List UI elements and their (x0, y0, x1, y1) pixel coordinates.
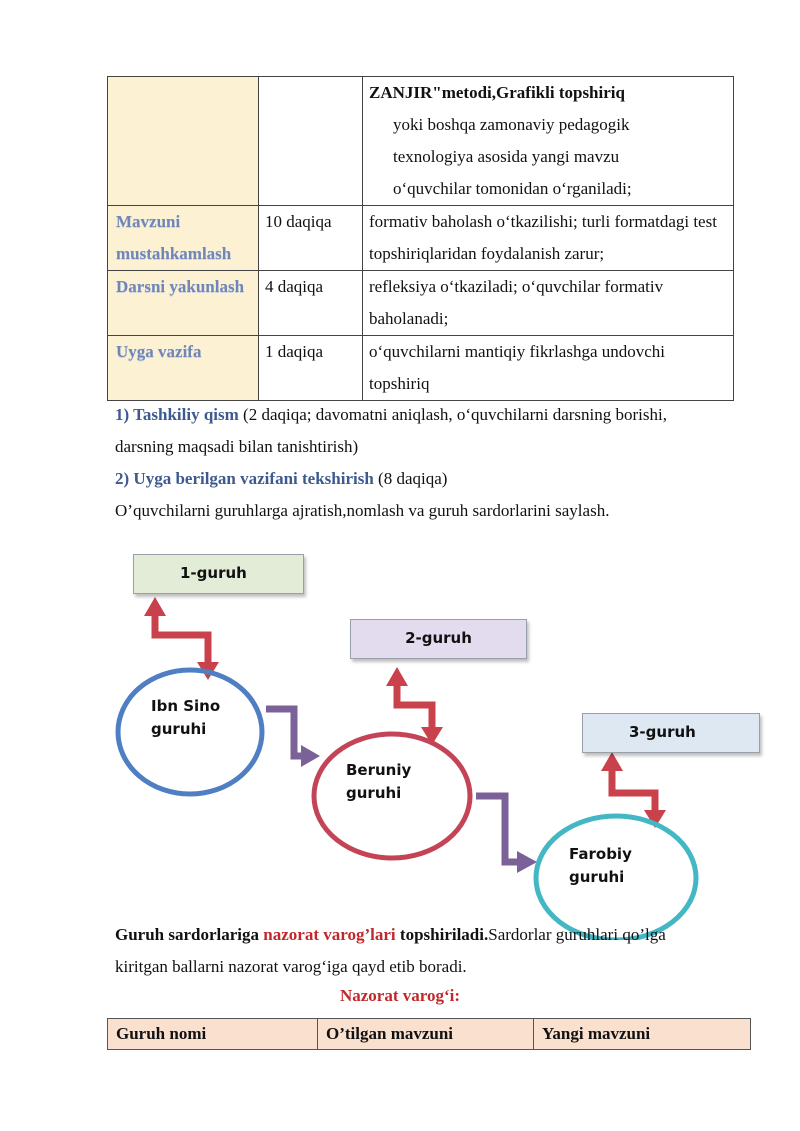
purple-arrow (476, 796, 518, 862)
body-text: Sardorlar guruhlari qo’lga (488, 925, 666, 944)
paragraph-organizational-cont (115, 431, 358, 463)
paragraph-control-sheets-cont: kiritgan ballarni nazorat varog‘iga qayd etib boradi. (115, 957, 467, 976)
method-line: texnologiya asosida yangi mavzu (393, 147, 620, 166)
lesson-plan-table (107, 76, 734, 401)
beruniy-label (346, 759, 446, 805)
paragraph-organizational (115, 399, 667, 431)
stage-cell (108, 271, 259, 336)
stage-cell (108, 77, 259, 206)
circle-label-line: Ibn Sino (151, 697, 221, 715)
lead-text: Guruh sardorlariga (115, 925, 264, 944)
circle-label-line: guruhi (569, 868, 625, 886)
circle-label-line: guruhi (346, 784, 402, 802)
time-cell: 10 daqiqa (259, 206, 363, 271)
purple-arrow (301, 745, 320, 767)
group-label: 1-guruh (180, 564, 247, 582)
column-header: O’tilgan mavzuni (318, 1019, 534, 1050)
group-label: 2-guruh (405, 629, 472, 647)
groups-diagram (0, 540, 800, 940)
table-row (108, 336, 734, 401)
description-cell: o‘quvchilarni mantiqiy fikrlashga undovchi topshiriq (363, 336, 734, 401)
purple-arrow (266, 709, 302, 756)
section-text: (8 daqiqa) (373, 469, 448, 488)
table-row (108, 206, 734, 271)
section-text: (2 daqiqa; davomatni aniqlash, o‘quvchilarni darsning borishi, (238, 405, 667, 424)
time-cell (259, 77, 363, 206)
stage-cell (108, 206, 259, 271)
red-arrow (397, 685, 432, 730)
time-cell: 4 daqiqa (259, 271, 363, 336)
red-arrow (612, 770, 655, 812)
column-header: Guruh nomi (108, 1019, 318, 1050)
circle-label-line: Beruniy (346, 761, 412, 779)
circle-label-line: Farobiy (569, 845, 632, 863)
description-cell: formativ baholash o‘tkazilishi; turli formatdagi test topshiriqlaridan foydalanish zarur; (363, 206, 734, 271)
circle-label-line: guruhi (151, 720, 207, 738)
red-arrow (386, 667, 408, 686)
ibn-sino-label (151, 695, 251, 741)
time-cell: 1 daqiqa (259, 336, 363, 401)
stage-cell (108, 336, 259, 401)
paragraph-grouping: O’quvchilarni guruhlarga ajratish,nomlash va guruh sardorlarini saylash. (115, 501, 610, 520)
group-3-box (582, 713, 760, 753)
control-sheet-table (107, 1018, 751, 1050)
method-title: ZANJIR"metodi,Grafikli topshiriq (369, 83, 625, 102)
farobiy-label (569, 843, 669, 889)
group-1-box (133, 554, 304, 594)
purple-arrow (517, 851, 537, 873)
paragraph-homework-check (115, 463, 447, 495)
stage-label: Uyga vazifa (116, 342, 202, 361)
paragraph-control-sheets (115, 919, 666, 951)
caption-text: Nazorat varog‘i: (339, 986, 461, 1005)
highlight-text: nazorat varog’lari (263, 925, 396, 944)
table-row (108, 271, 734, 336)
lead-text-end: topshiriladi. (395, 925, 489, 944)
method-line: yoki boshqa zamonaviy pedagogik (393, 115, 630, 134)
red-arrow (155, 615, 208, 665)
section-label: 1) Tashkiliy qism (115, 405, 239, 424)
table-caption (0, 986, 800, 1006)
group-label: 3-guruh (629, 723, 696, 741)
method-line: o‘quvchilar tomonidan o‘rganiladi; (393, 179, 632, 198)
group-2-box (350, 619, 527, 659)
section-label: 2) Uyga berilgan vazifani tekshirish (115, 469, 374, 488)
section-text: darsning maqsadi bilan tanishtirish) (115, 437, 359, 456)
description-cell: refleksiya o‘tkaziladi; o‘quvchilar formativ baholanadi; (363, 271, 734, 336)
red-arrow (601, 752, 623, 771)
table-header-row (108, 1019, 751, 1050)
description-cell (363, 77, 734, 206)
column-header: Yangi mavzuni (534, 1019, 751, 1050)
stage-label: Mavzuni mustahkamlash (116, 212, 232, 263)
red-arrow (144, 597, 166, 616)
stage-label: Darsni yakunlash (116, 277, 245, 296)
table-row (108, 77, 734, 206)
